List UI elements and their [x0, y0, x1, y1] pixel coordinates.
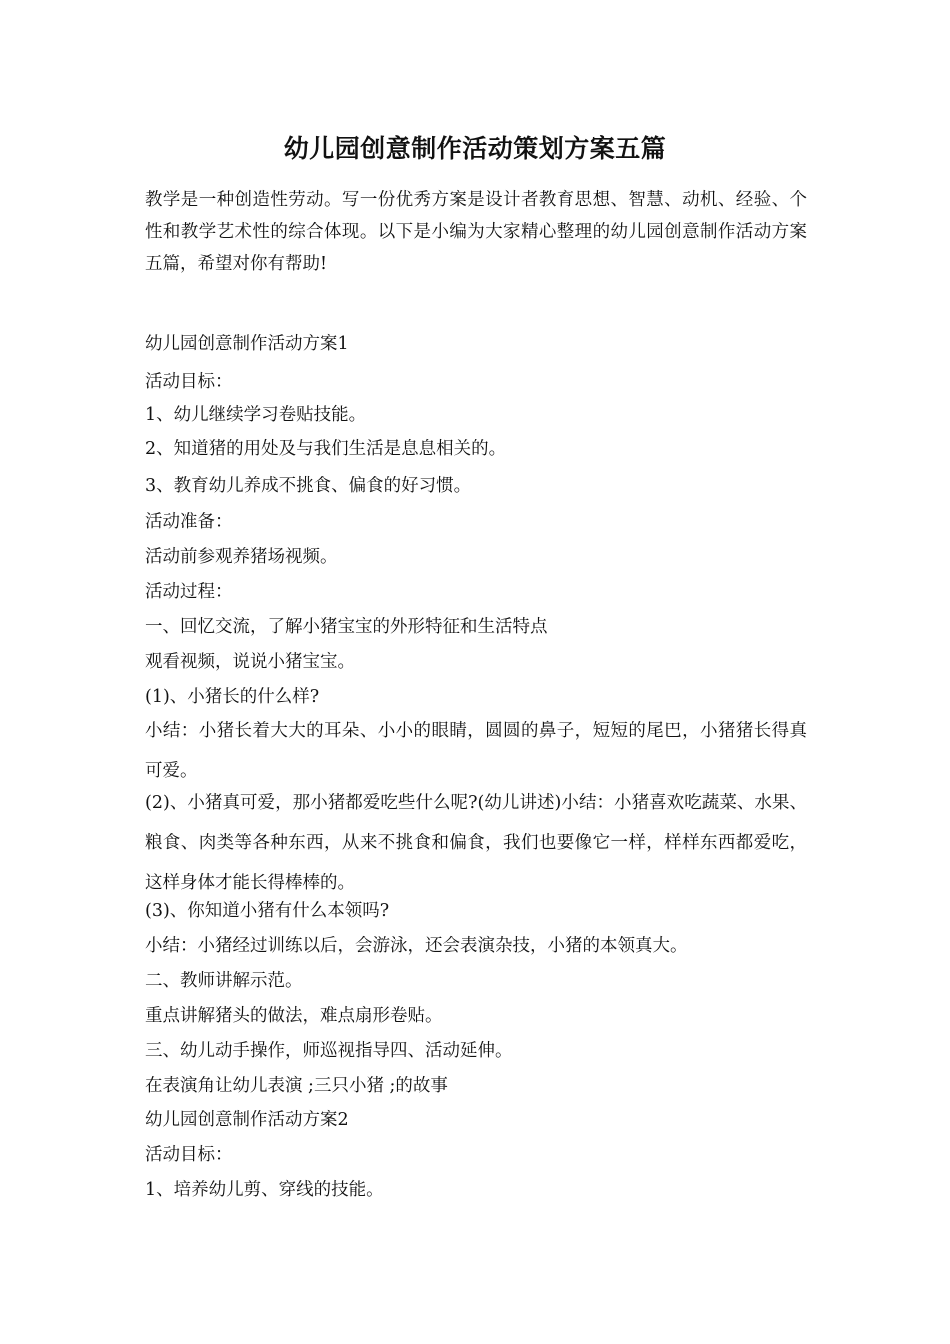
paragraph-summary: 小结：小猪长着大大的耳朵、小小的眼睛，圆圆的鼻子，短短的尾巴，小猪猪长得真可爱。: [145, 721, 807, 781]
paragraph-line: 小结：小猪经过训练以后，会游泳，还会表演杂技，小猪的本领真大。: [145, 936, 688, 956]
section-heading-plan-1: 幼儿园创意制作活动方案1: [145, 334, 349, 354]
paragraph-line: 重点讲解猪头的做法，难点扇形卷贴。: [145, 1006, 443, 1026]
subheading-preparation: 活动准备：: [145, 512, 233, 532]
paragraph-line: 活动前参观养猪场视频。: [145, 547, 338, 567]
subheading-goals: 活动目标：: [145, 372, 233, 392]
section-heading-plan-2: 幼儿园创意制作活动方案2: [145, 1110, 349, 1130]
paragraph-line: 1、幼儿继续学习卷贴技能。: [145, 405, 367, 425]
paragraph-line: (1)、小猪长的什么样?: [145, 687, 320, 707]
paragraph-line: 观看视频，说说小猪宝宝。: [145, 652, 355, 672]
subheading-process: 活动过程：: [145, 582, 233, 602]
paragraph-line: 2、知道猪的用处及与我们生活是息息相关的。: [145, 439, 507, 459]
paragraph-line: (3)、你知道小猪有什么本领吗?: [145, 901, 390, 921]
paragraph-line: 二、教师讲解示范。: [145, 971, 303, 991]
paragraph-line: 1、培养幼儿剪、穿线的技能。: [145, 1180, 384, 1200]
document-title: 幼儿园创意制作活动策划方案五篇: [283, 134, 667, 163]
paragraph-line: 在表演角让幼儿表演 ;三只小猪 ;的故事: [145, 1076, 448, 1096]
paragraph-line: 三、幼儿动手操作，师巡视指导四、活动延伸。: [145, 1041, 513, 1061]
intro-paragraph: 教学是一种创造性劳动。写一份优秀方案是设计者教育思想、智慧、动机、经验、个性和教学艺术性的综合体现。以下是小编为大家精心整理的幼儿园创意制作活动方案五篇，希望对你有帮助!: [145, 190, 807, 274]
paragraph-line: 3、教育幼儿养成不挑食、偏食的好习惯。: [145, 476, 472, 496]
subheading-goals: 活动目标：: [145, 1145, 233, 1165]
paragraph-line: 一、回忆交流，了解小猪宝宝的外形特征和生活特点: [145, 617, 548, 637]
paragraph-summary: (2)、小猪真可爱，那小猪都爱吃些什么呢?(幼儿讲述)小结：小猪喜欢吃蔬菜、水果、粮食、肉类等各种东西，从来不挑食和偏食，我们也要像它一样，样样东西都爱吃，这样身体才能长得棒棒的。: [145, 793, 807, 893]
